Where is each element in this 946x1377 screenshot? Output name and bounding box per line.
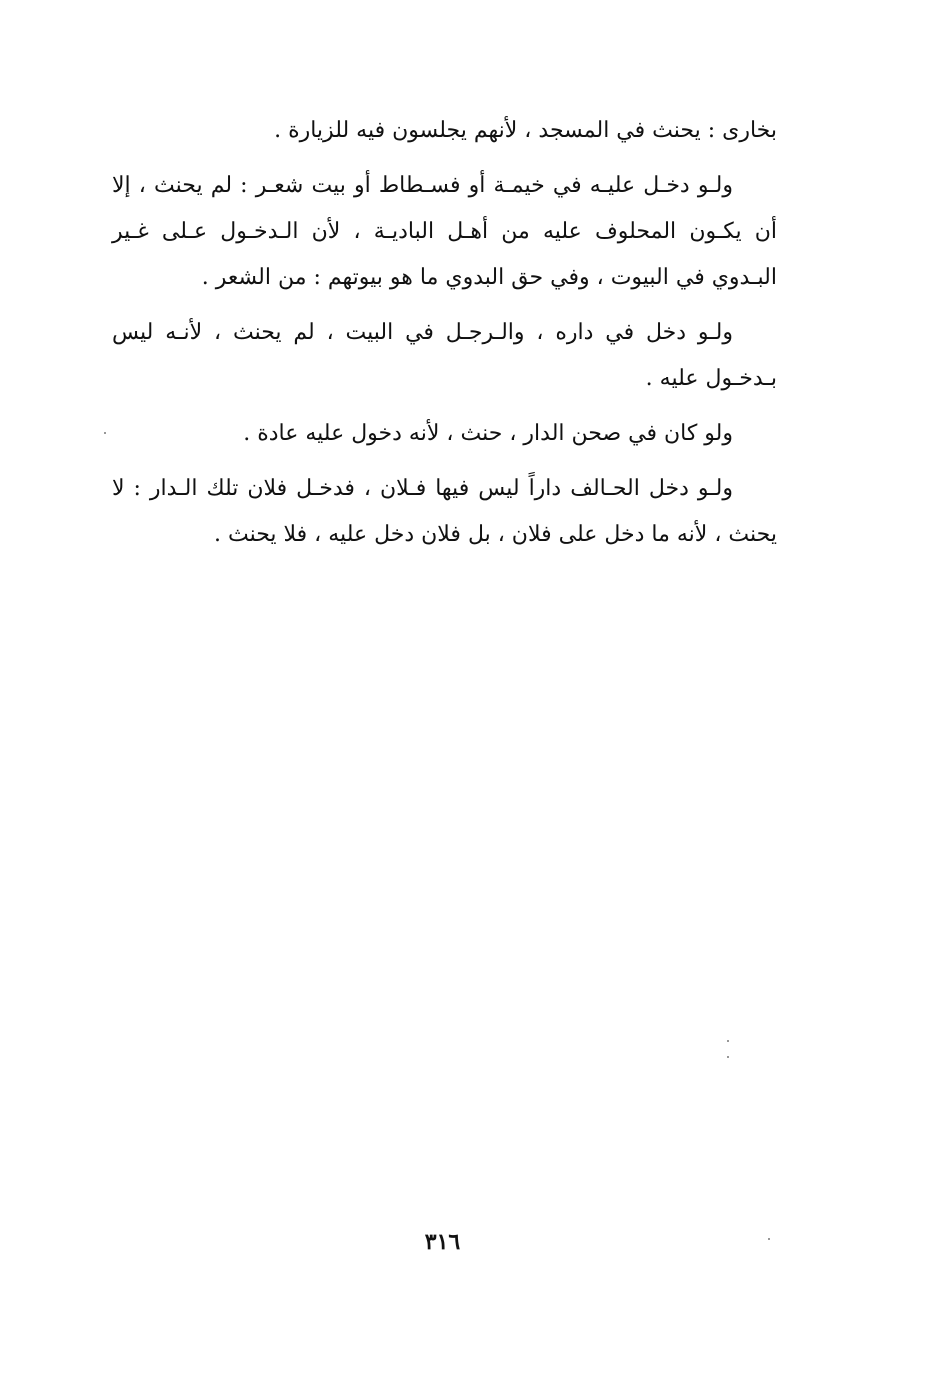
- scan-speck: [727, 1040, 729, 1042]
- page-number: ٣١٦: [424, 1229, 461, 1255]
- paragraph-1: بخارى : يحنث في المسجد ، لأنهم يجلسون فيه للزيارة .: [274, 118, 777, 143]
- paragraph-3: ولـو دخل في داره ، والـرجـل في البيت ، لم يحنث ، لأنـه ليس بـدخـول عليه .: [112, 320, 777, 391]
- paragraph-2: ولـو دخـل عليـه في خيمـة أو فسـطاط أو بيت شعـر : لم يحنث ، إلا أن يكـون المحلوف عليه من أهـل الباديـة ، لأن الـدخـول عـلى غـير البـدوي في البيوت ، وفي حق البدوي ما هو بيوتهم : من الشعر .: [112, 173, 777, 290]
- page-body: [112, 108, 777, 558]
- scan-speck: [104, 432, 106, 434]
- paragraph-5: ولـو دخل الحـالف داراً ليس فيها فـلان ، فدخـل فلان تلك الـدار : لا يحنث ، لأنه ما دخل على فلان ، بل فلان دخل عليه ، فلا يحنث .: [112, 476, 777, 547]
- scan-speck: [727, 1056, 729, 1058]
- paragraph-4: ولو كان في صحن الدار ، حنث ، لأنه دخول عليه عادة .: [243, 421, 733, 446]
- scan-speck: [768, 1238, 770, 1240]
